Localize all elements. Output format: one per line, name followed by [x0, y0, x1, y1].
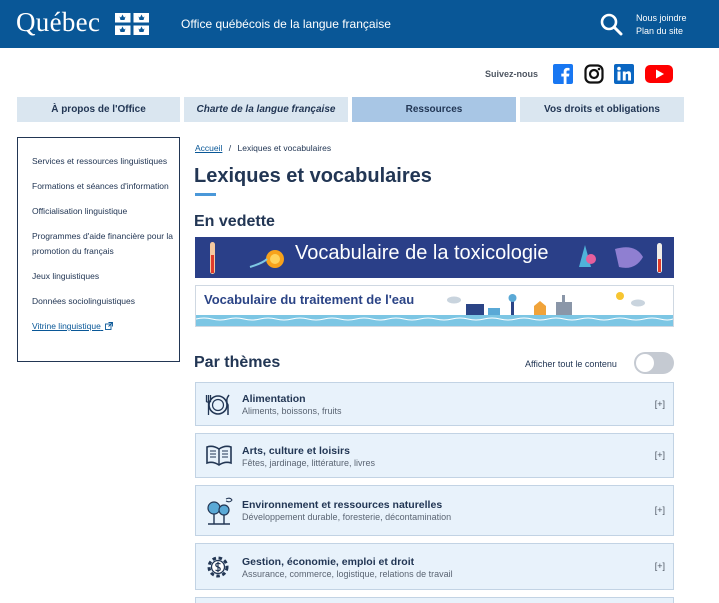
youtube-icon[interactable] [645, 64, 673, 84]
top-header [0, 0, 719, 48]
sidebar-item-vitrine[interactable] [32, 319, 173, 334]
book-icon [204, 443, 234, 469]
gear-dollar-icon [204, 553, 232, 581]
food-icon [204, 391, 232, 419]
sidebar-menu [17, 137, 180, 362]
expand-toggle[interactable]: [+] [654, 561, 665, 571]
breadcrumb [195, 143, 331, 153]
featured-heading: En vedette [194, 213, 275, 230]
header-links [636, 12, 687, 38]
banner-toxicologie[interactable] [195, 237, 674, 278]
expand-toggle[interactable]: [+] [654, 399, 665, 409]
theme-card-next[interactable] [195, 597, 674, 603]
sidebar-item-officialisation[interactable]: Officialisation linguistique [32, 206, 128, 216]
theme-card-arts[interactable] [195, 433, 674, 478]
breadcrumb-home[interactable]: Accueil [195, 143, 223, 153]
expand-toggle[interactable]: [+] [654, 450, 665, 460]
page-title: Lexiques et vocabulaires [194, 165, 432, 187]
toggle-knob [636, 354, 654, 372]
theme-title: Gestion, économie, emploi et droit [242, 556, 415, 568]
sidebar-item-jeux[interactable]: Jeux linguistiques [32, 271, 100, 281]
expand-toggle[interactable]: [+] [654, 505, 665, 515]
sidebar-item-donnees[interactable]: Données sociolinguistiques [32, 296, 136, 306]
theme-title: Alimentation [242, 393, 306, 405]
search-icon[interactable] [599, 12, 623, 36]
theme-subtitle: Aliments, boissons, fruits [242, 406, 342, 416]
breadcrumb-separator: / [228, 143, 232, 153]
sidebar-item-formations[interactable]: Formations et séances d'information [32, 181, 169, 191]
external-link-icon [105, 322, 113, 330]
banner-traitement-eau-title: Vocabulaire du traitement de l'eau [204, 292, 415, 307]
tree-icon [204, 496, 234, 526]
theme-title: Arts, culture et loisirs [242, 445, 350, 457]
toggle-label: Afficher tout le contenu [525, 359, 617, 369]
sitemap-link[interactable]: Plan du site [636, 26, 684, 36]
follow-label: Suivez-nous [485, 69, 539, 79]
linkedin-icon[interactable] [614, 64, 634, 84]
sidebar-item-programmes[interactable]: Programmes d'aide financière pour la promotion du français [32, 231, 174, 256]
breadcrumb-current: Lexiques et vocabulaires [237, 143, 332, 153]
banner-traitement-eau[interactable] [195, 285, 674, 327]
instagram-icon[interactable] [584, 64, 604, 84]
theme-card-alimentation[interactable] [195, 382, 674, 426]
theme-subtitle: Développement durable, foresterie, décontamination [242, 512, 452, 522]
theme-card-environnement[interactable] [195, 485, 674, 536]
nav-resources[interactable]: Ressources [352, 97, 516, 122]
quebec-logo[interactable]: Québec [16, 7, 101, 37]
theme-card-gestion[interactable] [195, 543, 674, 590]
show-all-toggle[interactable] [634, 352, 674, 374]
sidebar-item-services[interactable]: Services et ressources linguistiques [32, 156, 168, 166]
theme-subtitle: Fêtes, jardinage, littérature, livres [242, 458, 376, 468]
theme-title: Environnement et ressources naturelles [242, 499, 443, 511]
fleur-de-lis-flag-icon [115, 13, 149, 35]
nav-about[interactable]: À propos de l'Office [17, 97, 180, 122]
nav-charter[interactable]: Charte de la langue française [184, 97, 348, 122]
title-underline [195, 193, 216, 196]
site-name[interactable]: Office québécois de la langue française [181, 17, 391, 31]
facebook-icon[interactable] [553, 64, 573, 84]
theme-subtitle: Assurance, commerce, logistique, relations de travail [242, 569, 453, 579]
nav-rights[interactable]: Vos droits et obligations [520, 97, 684, 122]
themes-heading: Par thèmes [194, 354, 281, 371]
banner-toxicologie-title: Vocabulaire de la toxicologie [295, 242, 549, 264]
vitrine-link-label[interactable]: Vitrine linguistique [32, 321, 101, 331]
contact-link[interactable]: Nous joindre [636, 13, 687, 23]
